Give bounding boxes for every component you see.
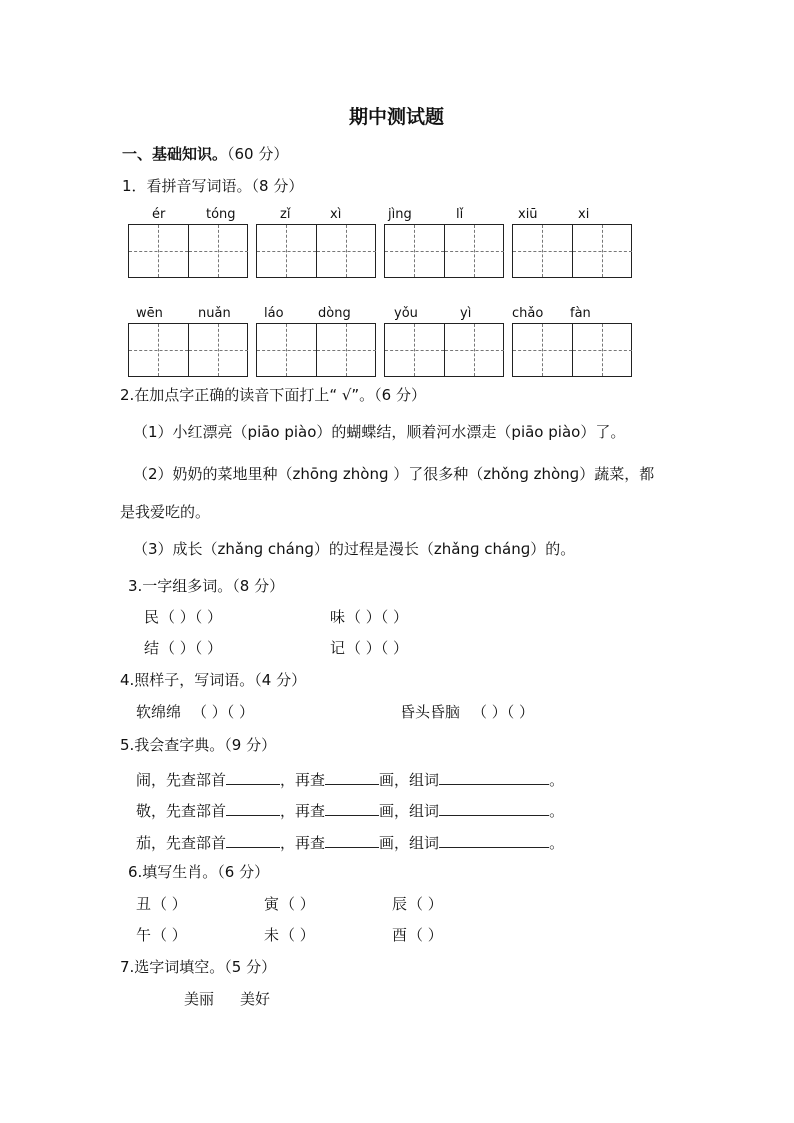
- answer-paren[interactable]: （ ）: [408, 926, 443, 944]
- word-char: 记: [330, 639, 346, 657]
- dictionary-row: [136, 801, 564, 819]
- answer-blank[interactable]: [439, 801, 549, 816]
- answer-blank[interactable]: [226, 833, 280, 848]
- writing-box[interactable]: [384, 323, 504, 377]
- example-word: 软绵绵: [136, 703, 182, 721]
- answer-paren[interactable]: （ ）（ ）: [346, 639, 409, 657]
- dict-char: 闹: [136, 771, 152, 789]
- answer-blank[interactable]: [325, 801, 379, 816]
- pinyin: ér: [152, 207, 166, 222]
- question-7-label: 7.选字词填空。（5 分）: [120, 958, 277, 976]
- word-char: 民: [144, 608, 160, 626]
- pinyin: tóng: [206, 207, 236, 222]
- answer-blank[interactable]: [226, 770, 280, 785]
- writing-box[interactable]: [384, 224, 504, 278]
- pinyin: chǎo: [512, 306, 544, 321]
- question-2-item-3: （3）成长（zhǎnɡ chánɡ）的过程是漫长（zhǎnɡ chánɡ）的。: [133, 540, 576, 558]
- pinyin: nuǎn: [198, 306, 231, 321]
- answer-blank[interactable]: [325, 833, 379, 848]
- zodiac-char: 酉: [392, 926, 408, 944]
- answer-paren[interactable]: （ ）（ ）: [160, 639, 223, 657]
- question-4-label: 4.照样子，写词语。（4 分）: [120, 671, 307, 689]
- dict-text: ，先查部首: [151, 771, 227, 789]
- answer-paren[interactable]: （ ）: [152, 895, 187, 913]
- example-word: 昏头昏脑: [400, 703, 461, 721]
- writing-box[interactable]: [256, 323, 376, 377]
- dict-text: ，再查: [280, 802, 326, 820]
- pinyin: yì: [460, 306, 472, 321]
- word-char: 结: [144, 639, 160, 657]
- dict-end: 。: [549, 834, 565, 852]
- pinyin: wēn: [136, 306, 163, 321]
- answer-paren[interactable]: （ ）（ ）: [192, 703, 255, 721]
- zodiac-char: 寅: [264, 895, 280, 913]
- question-2-item-2: （2）奶奶的菜地里种（zhōnɡ zhònɡ ）了很多种（zhǒnɡ zhònɡ）蔬菜，都: [133, 465, 655, 483]
- zodiac-char: 丑: [136, 895, 152, 913]
- zodiac-char: 午: [136, 926, 152, 944]
- answer-blank[interactable]: [439, 833, 549, 848]
- question-5-label: 5.我会查字典。（9 分）: [120, 736, 277, 754]
- writing-box[interactable]: [128, 323, 248, 377]
- choice-word: 美好: [240, 990, 271, 1008]
- question-1-label: 1．看拼音写词语。（8 分）: [122, 177, 304, 195]
- answer-blank[interactable]: [439, 770, 549, 785]
- section-heading-text: 一、基础知识。: [122, 145, 228, 163]
- dict-text: ，再查: [280, 771, 326, 789]
- pinyin: yǒu: [394, 306, 418, 321]
- pinyin: jìng: [388, 207, 412, 222]
- dict-end: 。: [549, 802, 565, 820]
- dict-text: ，再查: [280, 834, 326, 852]
- word-char: 味: [330, 608, 346, 626]
- question-2-item-1: （1）小红漂亮（piāo piào）的蝴蝶结，顺着河水漂走（piāo piào）了。: [133, 423, 626, 441]
- pinyin: xi: [578, 207, 590, 222]
- dictionary-row: [136, 770, 564, 788]
- writing-box[interactable]: [128, 224, 248, 278]
- section-points: （60 分）: [227, 145, 289, 163]
- question-3-label: 3.一字组多词。（8 分）: [128, 577, 285, 595]
- question-2-label: 2.在加点字正确的读音下面打上“ √”。（6 分）: [120, 386, 426, 404]
- answer-blank[interactable]: [325, 770, 379, 785]
- pinyin: xì: [330, 207, 342, 222]
- choice-word: 美丽: [184, 990, 215, 1008]
- dict-text: 画，组词: [379, 802, 440, 820]
- pinyin: dòng: [318, 306, 351, 321]
- dict-text: ，先查部首: [151, 834, 227, 852]
- dict-char: 茄: [136, 834, 152, 852]
- answer-paren[interactable]: （ ）: [280, 895, 315, 913]
- answer-paren[interactable]: （ ）（ ）: [472, 703, 535, 721]
- zodiac-char: 辰: [392, 895, 408, 913]
- answer-paren[interactable]: （ ）: [152, 926, 187, 944]
- question-6-label: 6.填写生肖。（6 分）: [128, 863, 270, 881]
- writing-box[interactable]: [512, 323, 632, 377]
- pinyin: lǐ: [456, 207, 464, 222]
- question-2-item-2-cont: 是我爱吃的。: [120, 503, 211, 521]
- dict-text: 画，组词: [379, 834, 440, 852]
- dict-text: ，先查部首: [151, 802, 227, 820]
- answer-paren[interactable]: （ ）（ ）: [160, 608, 223, 626]
- pinyin: zǐ: [280, 207, 291, 222]
- dictionary-row: [136, 833, 564, 851]
- dict-char: 敬: [136, 802, 152, 820]
- answer-paren[interactable]: （ ）: [280, 926, 315, 944]
- zodiac-char: 未: [264, 926, 280, 944]
- pinyin: láo: [264, 306, 284, 321]
- writing-box[interactable]: [512, 224, 632, 278]
- answer-paren[interactable]: （ ）（ ）: [346, 608, 409, 626]
- page-title: 期中测试题: [349, 106, 445, 128]
- dict-text: 画，组词: [379, 771, 440, 789]
- pinyin: xiū: [518, 207, 538, 222]
- dict-end: 。: [549, 771, 565, 789]
- answer-blank[interactable]: [226, 801, 280, 816]
- writing-box[interactable]: [256, 224, 376, 278]
- section-heading: [122, 147, 288, 162]
- answer-paren[interactable]: （ ）: [408, 895, 443, 913]
- pinyin: fàn: [570, 306, 591, 321]
